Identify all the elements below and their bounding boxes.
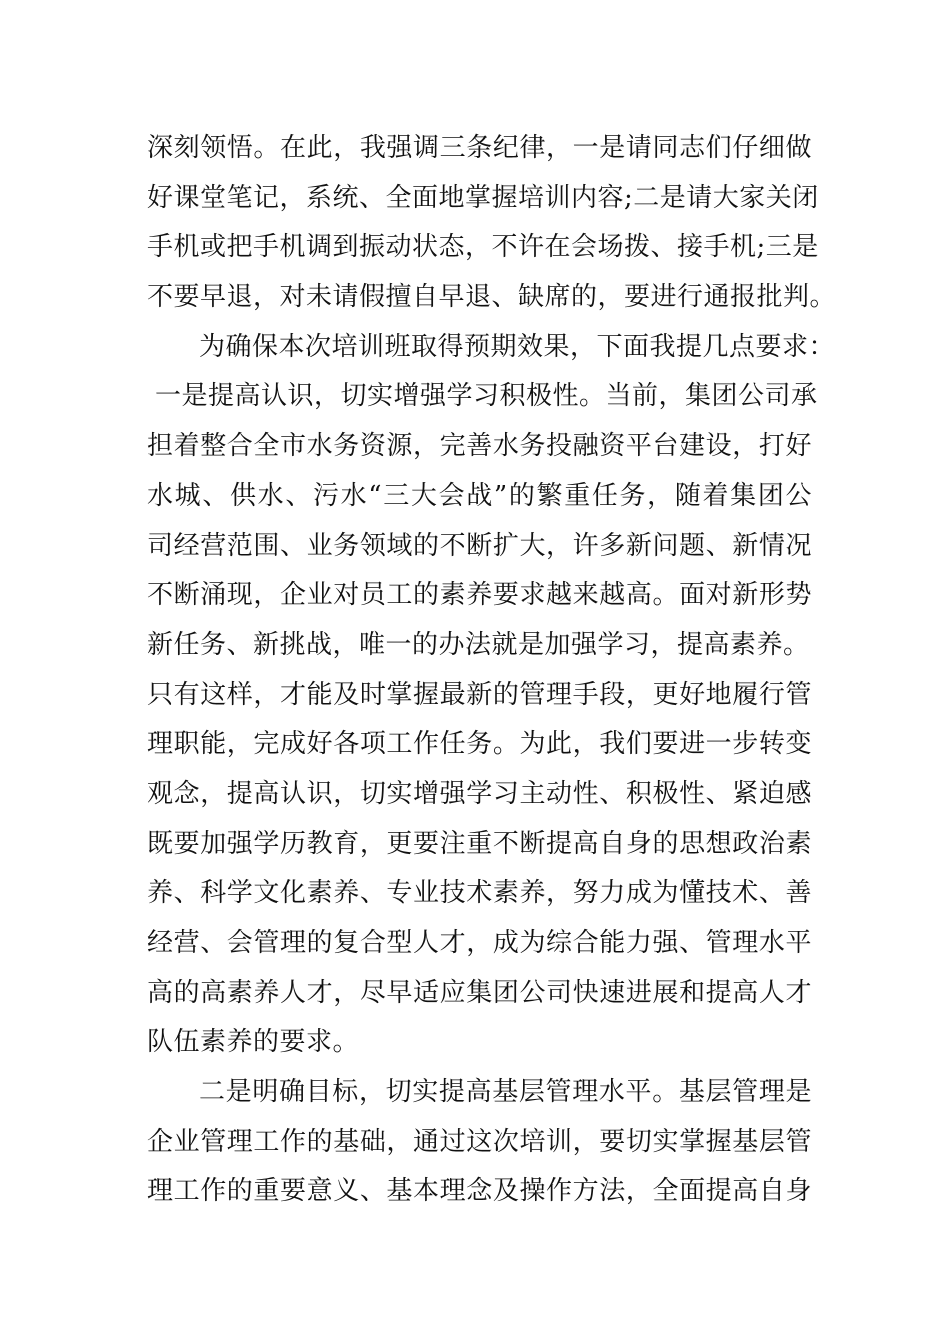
paragraph-start-line: 二是明确目标，切实提高基层管理水平。基层管理是	[199, 1077, 812, 1108]
text-line: 理职能，完成好各项工作任务。为此，我们要进一步转变	[147, 729, 812, 760]
text-line: 司经营范围、业务领域的不断扩大，许多新问题、新情况	[147, 530, 812, 561]
body-text	[147, 124, 837, 1217]
text-line: 观念，提高认识，切实增强学习主动性、积极性、紧迫感	[147, 778, 812, 809]
text-line: 水城、供水、污水“三大会战”的繁重任务，随着集团公	[147, 480, 812, 511]
text-line: 企业管理工作的基础，通过这次培训，要切实掌握基层管	[147, 1126, 812, 1157]
text-line: 养、科学文化素养、专业技术素养，努力成为懂技术、善	[147, 878, 812, 909]
paragraph-start-line: 一是提高认识，切实增强学习积极性。当前，集团公司承	[155, 381, 818, 412]
text-line: 不断涌现，企业对员工的素养要求越来越高。面对新形势	[147, 580, 812, 611]
text-line: 只有这样，才能及时掌握最新的管理手段，更好地履行管	[147, 679, 812, 710]
text-line: 高的高素养人才，尽早适应集团公司快速进展和提高人才	[147, 977, 812, 1008]
paragraph-start-line: 为确保本次培训班取得预期效果，下面我提几点要求：	[199, 331, 836, 362]
text-line: 深刻领悟。在此，我强调三条纪律，一是请同志们仔细做	[147, 133, 812, 163]
text-line: 经营、会管理的复合型人才，成为综合能力强、管理水平	[147, 928, 812, 958]
text-line: 队伍素养的要求。	[147, 1027, 360, 1058]
text-line: 担着整合全市水务资源，完善水务投融资平台建设，打好	[147, 431, 812, 462]
text-line: 手机或把手机调到振动状态，不许在会场拨、接手机;三是	[147, 232, 819, 263]
text-line: 新任务、新挑战，唯一的办法就是加强学习，提高素养。	[147, 629, 810, 660]
text-line: 好课堂笔记，系统、全面地掌握培训内容;二是请大家关闭	[147, 182, 819, 213]
text-line: 不要早退，对未请假擅自早退、缺席的，要进行通报批判。	[147, 282, 837, 313]
text-line: 既要加强学历教育，更要注重不断提高自身的思想政治素	[147, 828, 812, 859]
text-line: 理工作的重要意义、基本理念及操作方法，全面提高自身	[147, 1176, 812, 1207]
